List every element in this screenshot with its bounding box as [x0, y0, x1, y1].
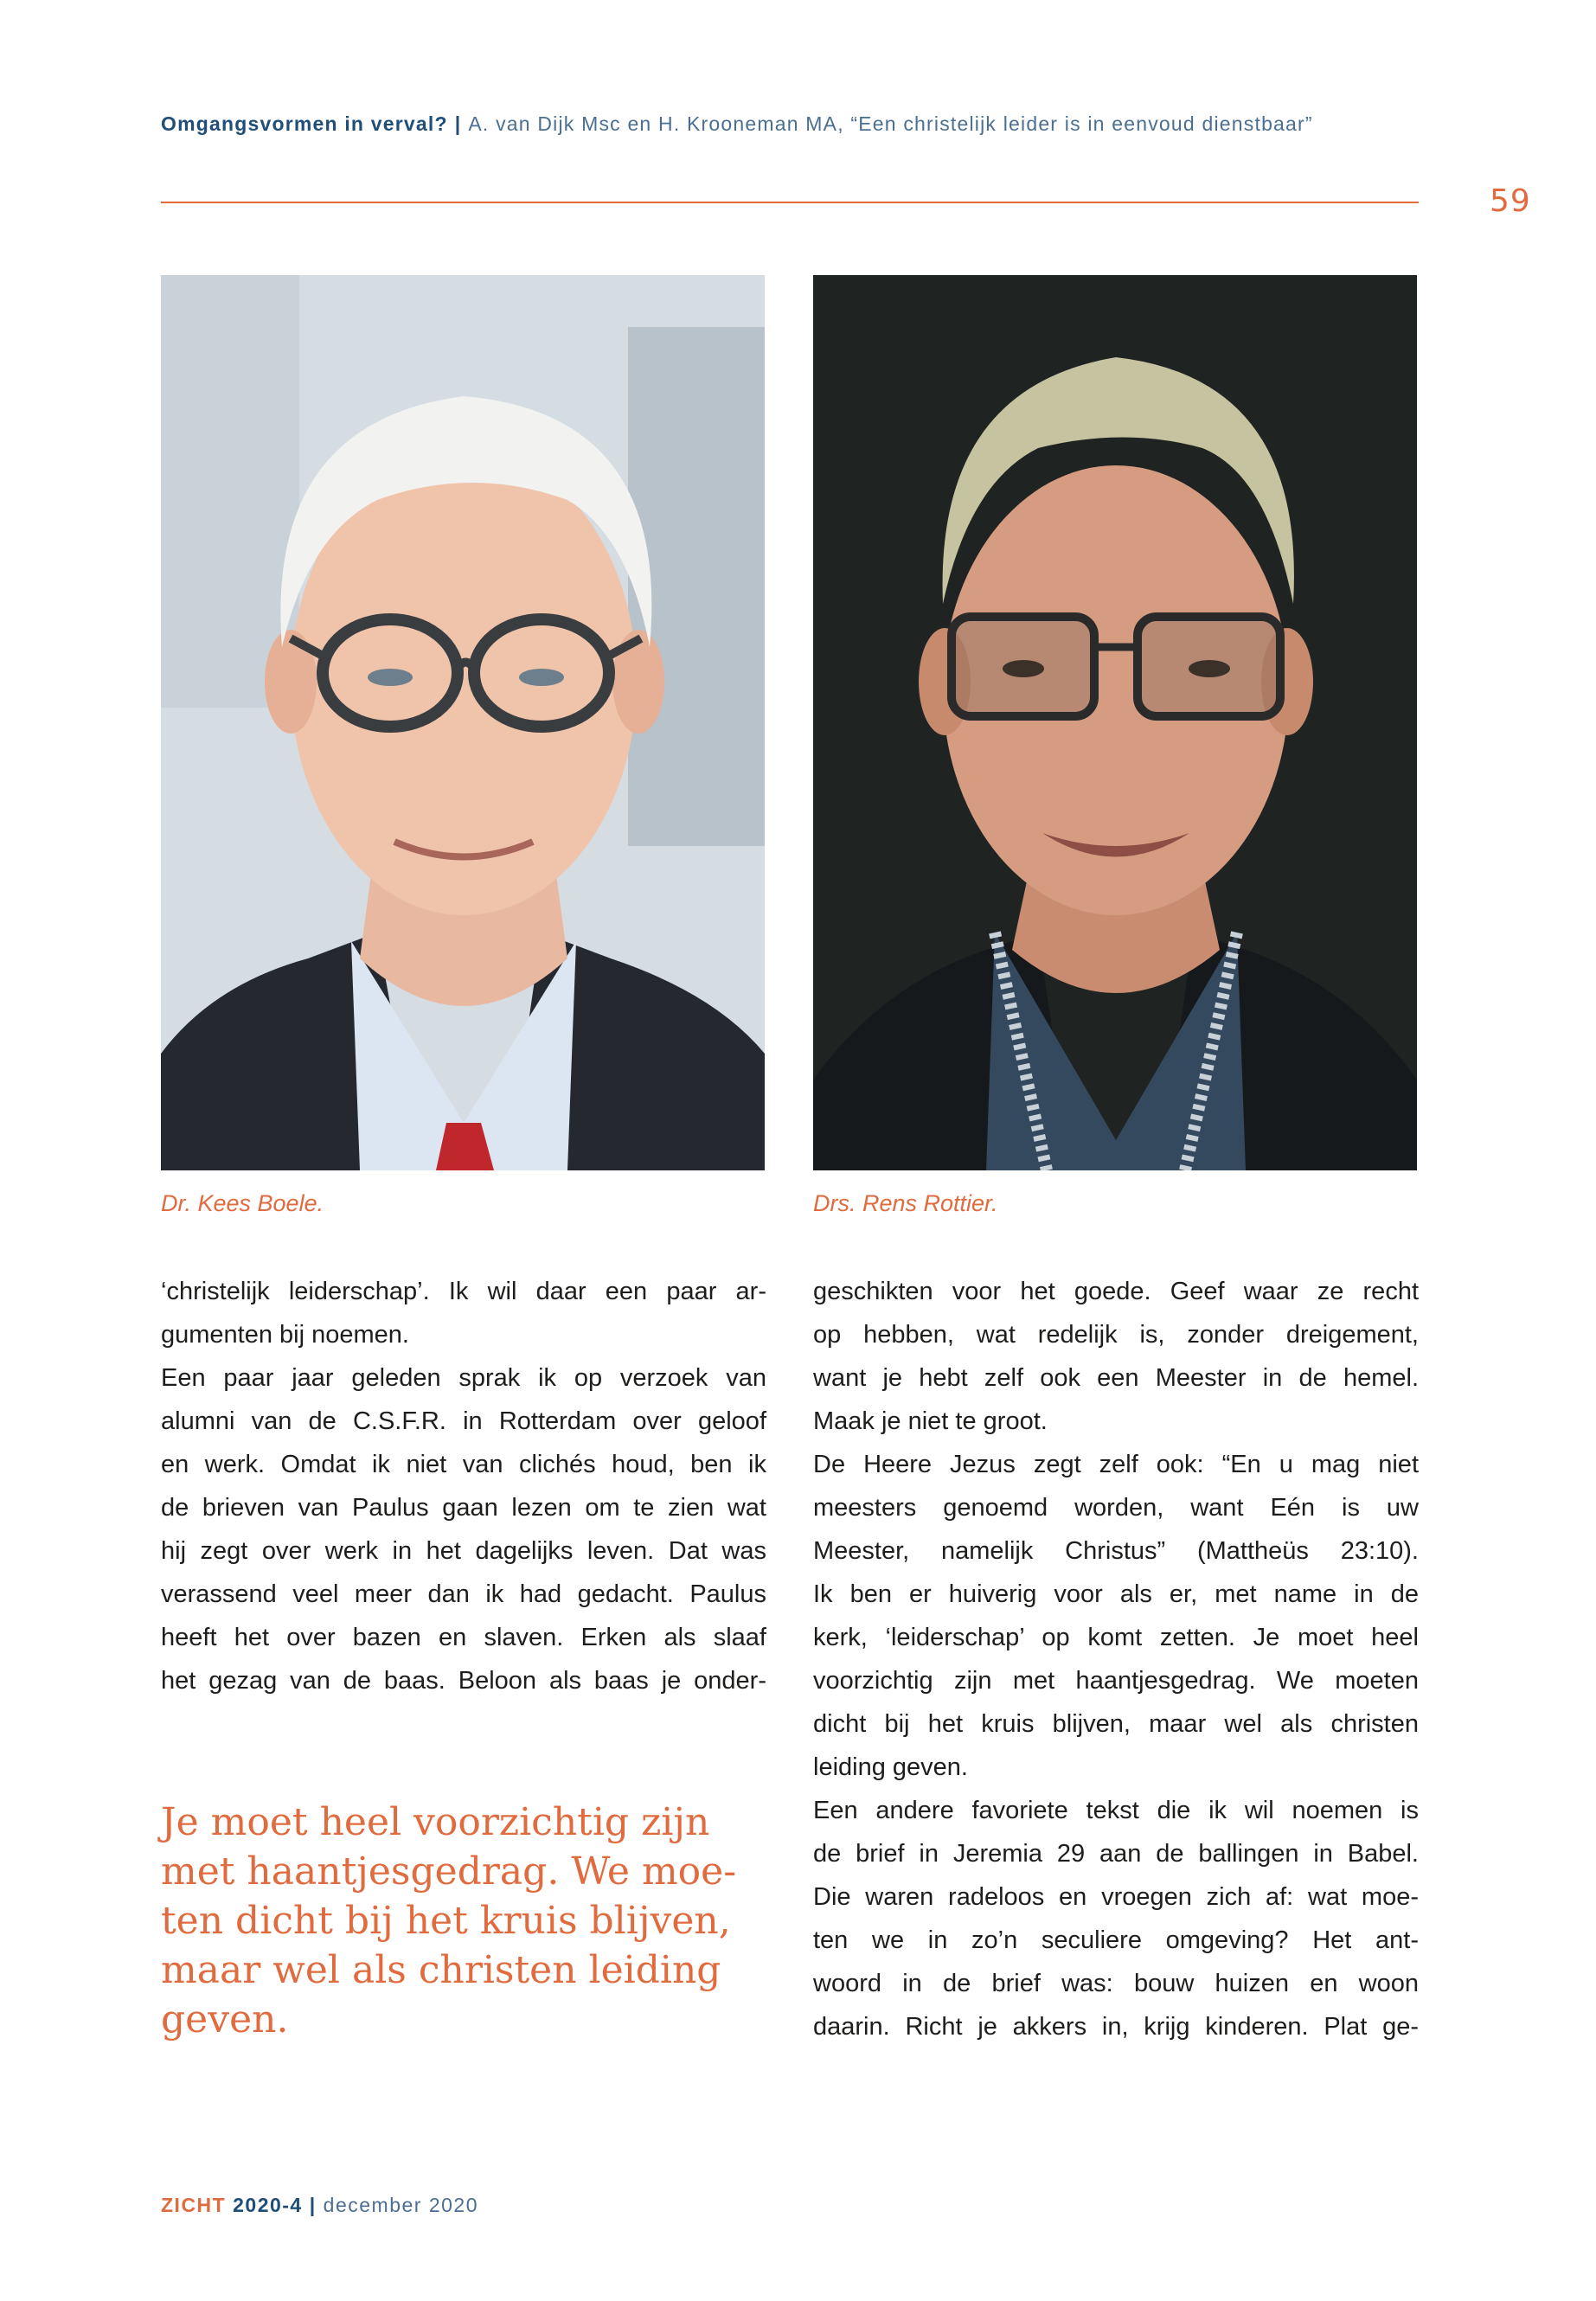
pull-quote	[161, 1798, 784, 2044]
body-line: de brieven van Paulus gaan lezen om te zien wat	[161, 1494, 766, 1522]
photo-caption-left: Dr. Kees Boele.	[161, 1190, 324, 1216]
pull-quote-line: Je moet heel voorzichtig zijn	[161, 1800, 710, 1844]
magazine-name: ZICHT	[161, 2194, 227, 2216]
portrait-photo-kees-boele	[161, 275, 765, 1170]
body-line: meesters genoemd worden, want Eén is uw	[813, 1494, 1419, 1522]
photo-caption-right: Drs. Rens Rottier.	[813, 1190, 998, 1216]
body-line: woord in de brief was: bouw huizen en woon	[813, 1970, 1419, 1997]
body-line: gumenten bij noemen.	[161, 1321, 409, 1349]
issue-date: december 2020	[323, 2194, 479, 2216]
body-line: hij zegt over werk in het dagelijks leven. Dat was	[161, 1537, 766, 1565]
footer-separator: |	[309, 2194, 317, 2216]
header-rule	[161, 202, 1419, 203]
portrait-photo-rens-rottier	[813, 275, 1417, 1170]
body-line: Die waren radeloos en vroegen zich af: wat moe-	[813, 1883, 1419, 1911]
body-line: verassend veel meer dan ik had gedacht. Paulus	[161, 1580, 766, 1608]
pull-quote-line: met haantjesgedrag. We moe-	[161, 1849, 737, 1894]
pull-quote-line: ten dicht bij het kruis blijven,	[161, 1899, 731, 1943]
page-number: 59	[1490, 183, 1531, 219]
body-line: ‘christelijk leiderschap’. Ik wil daar een paar ar-	[161, 1278, 766, 1305]
portrait-illustration	[161, 275, 765, 1170]
body-line: Ik ben er huiverig voor als er, met name in de	[813, 1580, 1419, 1608]
article-reference: A. van Dijk Msc en H. Krooneman MA, “Een christelijk leider is in eenvoud dienstbaar”	[468, 112, 1313, 135]
page-footer	[161, 2194, 478, 2217]
portrait-illustration	[813, 275, 1417, 1170]
body-line: heeft het over bazen en slaven. Erken als slaaf	[161, 1624, 766, 1651]
body-line: want je hebt zelf ook een Meester in de hemel.	[813, 1364, 1419, 1392]
pull-quote-line: maar wel als christen leiding	[161, 1948, 721, 1992]
body-line: kerk, ‘leiderschap’ op komt zetten. Je moet heel	[813, 1624, 1419, 1651]
section-title: Omgangsvormen in verval?	[161, 112, 448, 135]
body-line: en werk. Omdat ik niet van clichés houd, ben ik	[161, 1451, 766, 1478]
header-separator: |	[454, 112, 462, 135]
body-line: op hebben, wat redelijk is, zonder dreigement,	[813, 1321, 1419, 1349]
body-line: alumni van de C.S.F.R. in Rotterdam over geloof	[161, 1407, 766, 1435]
pull-quote-line: geven.	[161, 1997, 289, 2041]
body-line: daarin. Richt je akkers in, krijg kinderen. Plat ge-	[813, 2013, 1419, 2041]
body-line: de brief in Jeremia 29 aan de ballingen in Babel.	[813, 1840, 1419, 1868]
body-line: voorzichtig zijn met haantjesgedrag. We moeten	[813, 1667, 1419, 1695]
body-line: het gezag van de baas. Beloon als baas je onder-	[161, 1667, 766, 1695]
body-column-left	[161, 1270, 766, 1702]
body-line: dicht bij het kruis blijven, maar wel als christen	[813, 1710, 1419, 1738]
issue-number: 2020-4	[233, 2194, 303, 2216]
body-line: Meester, namelijk Christus” (Mattheüs 23:10).	[813, 1537, 1419, 1565]
body-line: De Heere Jezus zegt zelf ook: “En u mag niet	[813, 1451, 1419, 1478]
body-column-right	[813, 1270, 1419, 2048]
body-line: Maak je niet te groot.	[813, 1407, 1048, 1435]
body-line: ten we in zo’n seculiere omgeving? Het ant-	[813, 1926, 1419, 1954]
body-line: geschikten voor het goede. Geef waar ze recht	[813, 1278, 1419, 1305]
body-line: Een andere favoriete tekst die ik wil noemen is	[813, 1797, 1419, 1824]
body-line: Een paar jaar geleden sprak ik op verzoek van	[161, 1364, 766, 1392]
body-line: leiding geven.	[813, 1753, 968, 1781]
running-header	[161, 112, 1424, 136]
